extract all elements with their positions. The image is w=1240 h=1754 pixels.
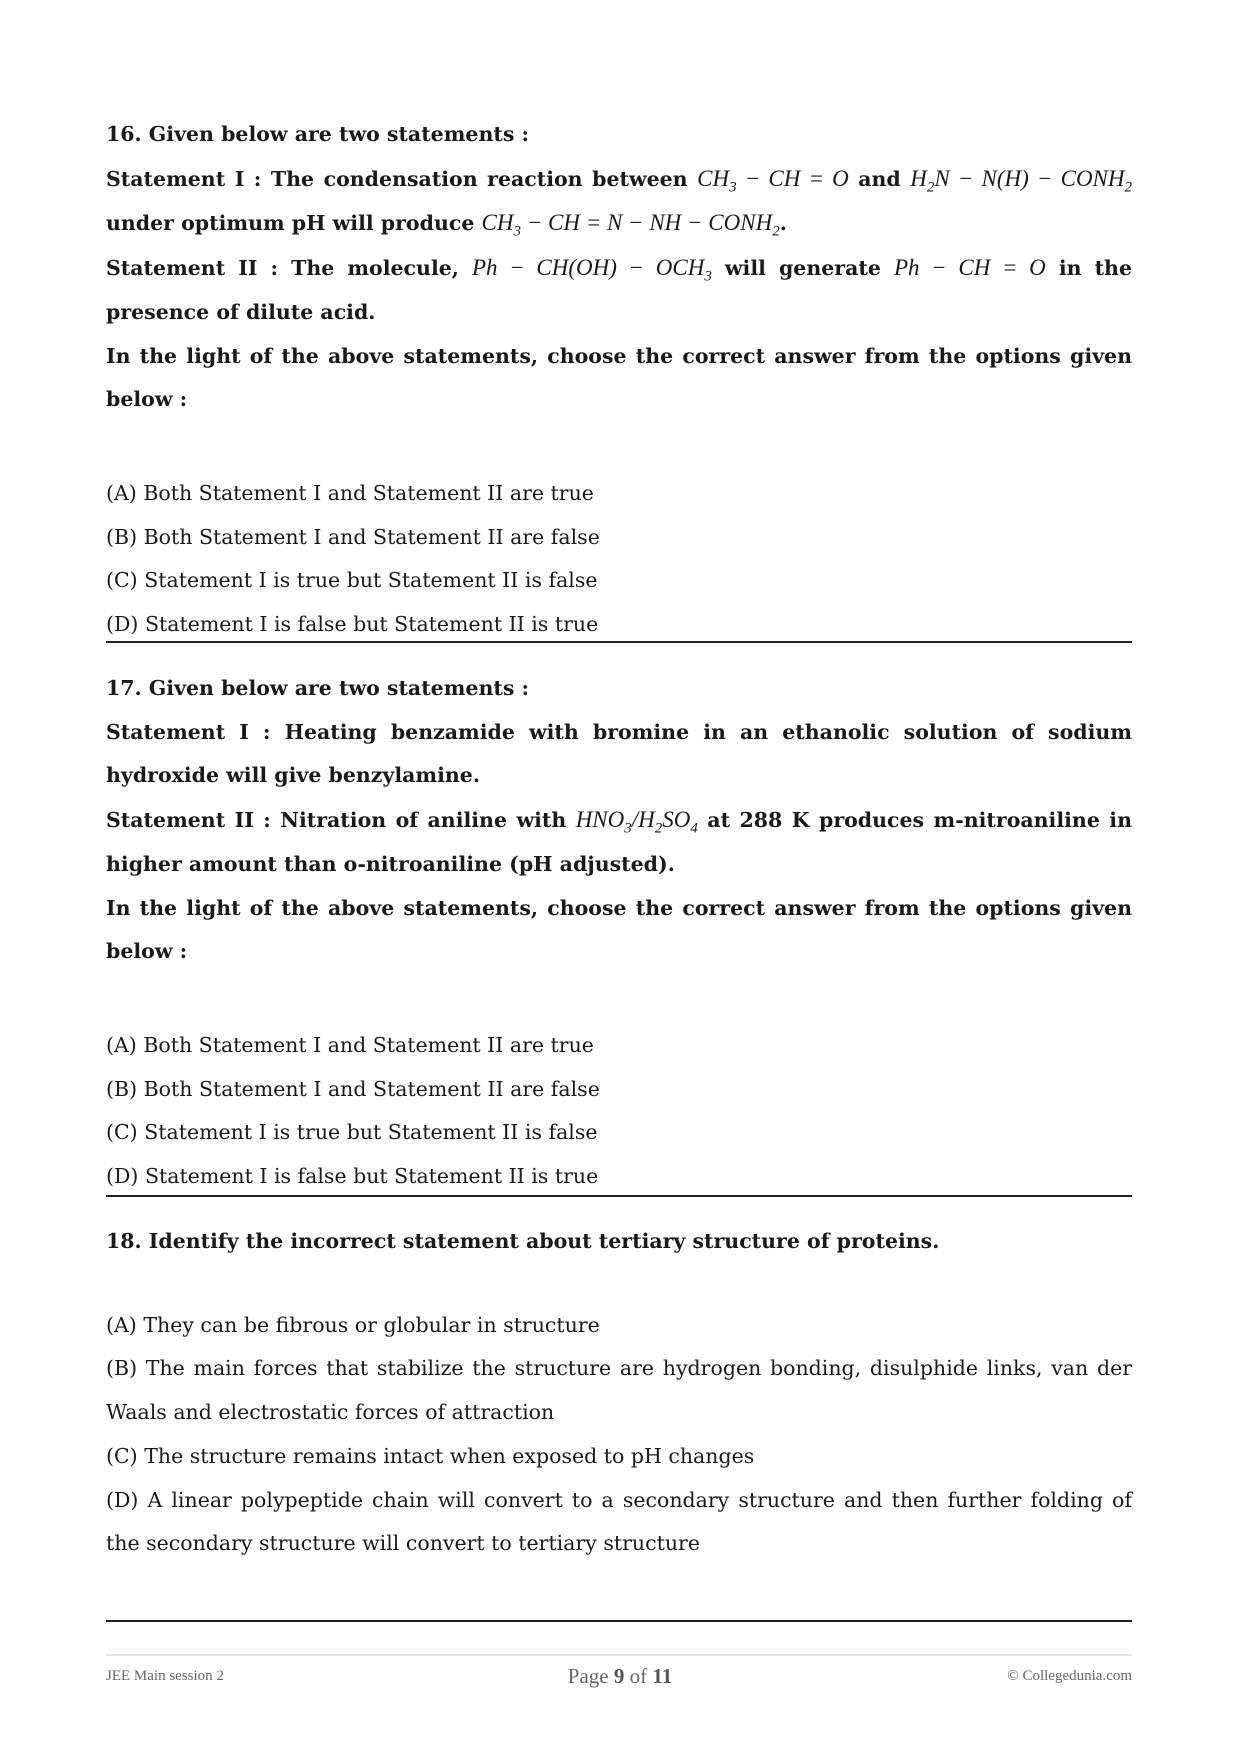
question-text	[106, 711, 1132, 798]
answer-option: (B) Both Statement I and Statement II are false	[106, 524, 600, 549]
answer-option: (D) Statement I is false but Statement II is true	[106, 1164, 599, 1189]
question-text	[106, 887, 1132, 974]
answer-option: (C) The structure remains intact when exposed to pH changes	[106, 1443, 755, 1468]
page-prefix: Page	[567, 1664, 614, 1688]
question-title	[106, 1220, 1132, 1264]
text: in the presence of dilute acid.	[106, 256, 1133, 324]
answer-option: (C) Statement I is true but Statement II is false	[106, 1120, 598, 1145]
divider	[106, 1195, 1132, 1197]
question-text	[106, 246, 1132, 334]
formula: $H_2N - N(H)$ − $CONH_2$	[910, 165, 1133, 196]
text: .	[779, 211, 787, 236]
answer-option: (A) Both Statement I and Statement II are true	[106, 1032, 594, 1057]
footer-exam-name: JEE Main session 2	[106, 1668, 224, 1684]
formula: $HNO_3/H_2SO_4$	[575, 807, 698, 837]
text: In the light of the above statements, choose the correct answer from the options given below :	[106, 895, 1132, 964]
divider	[106, 641, 1132, 643]
text: 18. Identify the incorrect statement about tertiary structure of proteins.	[106, 1229, 940, 1253]
footer-divider	[106, 1654, 1132, 1656]
question-text	[106, 335, 1132, 422]
answer-option: (C) Statement I is true but Statement II is false	[106, 568, 598, 593]
text: In the light of the above statements, choose the correct answer from the options given below :	[106, 343, 1132, 412]
text: Statement I : The condensation reaction between	[106, 166, 698, 191]
text: under optimum pH will produce	[106, 211, 482, 236]
text: Statement II : Nitration of aniline with	[106, 808, 576, 833]
answer-option: (A) Both Statement I and Statement II are true	[106, 480, 594, 505]
formula: $CH_3$ − CH = N − NH − $CONH_2$	[481, 210, 780, 240]
question-17	[106, 667, 1132, 1199]
formula: Ph − CH = O	[893, 255, 1046, 281]
text: and	[848, 166, 911, 191]
text: at 288 K produces m-nitroaniline in higher amount than o-nitroaniline (pH adjusted).	[106, 808, 1132, 876]
page-total: 11	[652, 1664, 673, 1688]
answer-option: (B) Both Statement I and Statement II are false	[106, 1076, 600, 1101]
divider	[106, 1620, 1132, 1622]
text: Statement I : Heating benzamide with bromine in an ethanolic solution of sodium hydroxide will give benzylamine.	[106, 719, 1132, 788]
question-text	[106, 798, 1132, 886]
answer-option: (A) They can be fibrous or globular in structure	[106, 1312, 600, 1337]
formula: $Ph - CH(OH) - OCH_3$	[471, 255, 712, 285]
formula: $CH_3$ − CH = O	[697, 165, 849, 196]
text: Statement II : The molecule,	[106, 256, 472, 281]
page-current: 9	[613, 1664, 625, 1688]
answer-option: (B) The main forces that stabilize the structure are hydrogen bonding, disulphide links, van der Waals and electrostatic forces of attraction	[106, 1356, 1132, 1425]
footer-copyright: © Collegedunia.com	[1007, 1668, 1132, 1684]
question-18	[106, 1220, 1132, 1566]
text: 17. Given below are two statements :	[106, 676, 530, 700]
answer-option: (D) A linear polypeptide chain will convert to a secondary structure and then further folding of the secondary structure will convert to tertiary structure	[106, 1487, 1132, 1556]
question-title	[106, 667, 1132, 711]
text: 16. Given below are two statements :	[106, 122, 530, 146]
answer-option: (D) Statement I is false but Statement II is true	[106, 612, 599, 637]
question-title	[106, 113, 1132, 157]
text: will generate	[711, 256, 894, 281]
page-mid: of	[624, 1664, 653, 1688]
question-16	[106, 113, 1132, 647]
question-text	[106, 157, 1132, 246]
